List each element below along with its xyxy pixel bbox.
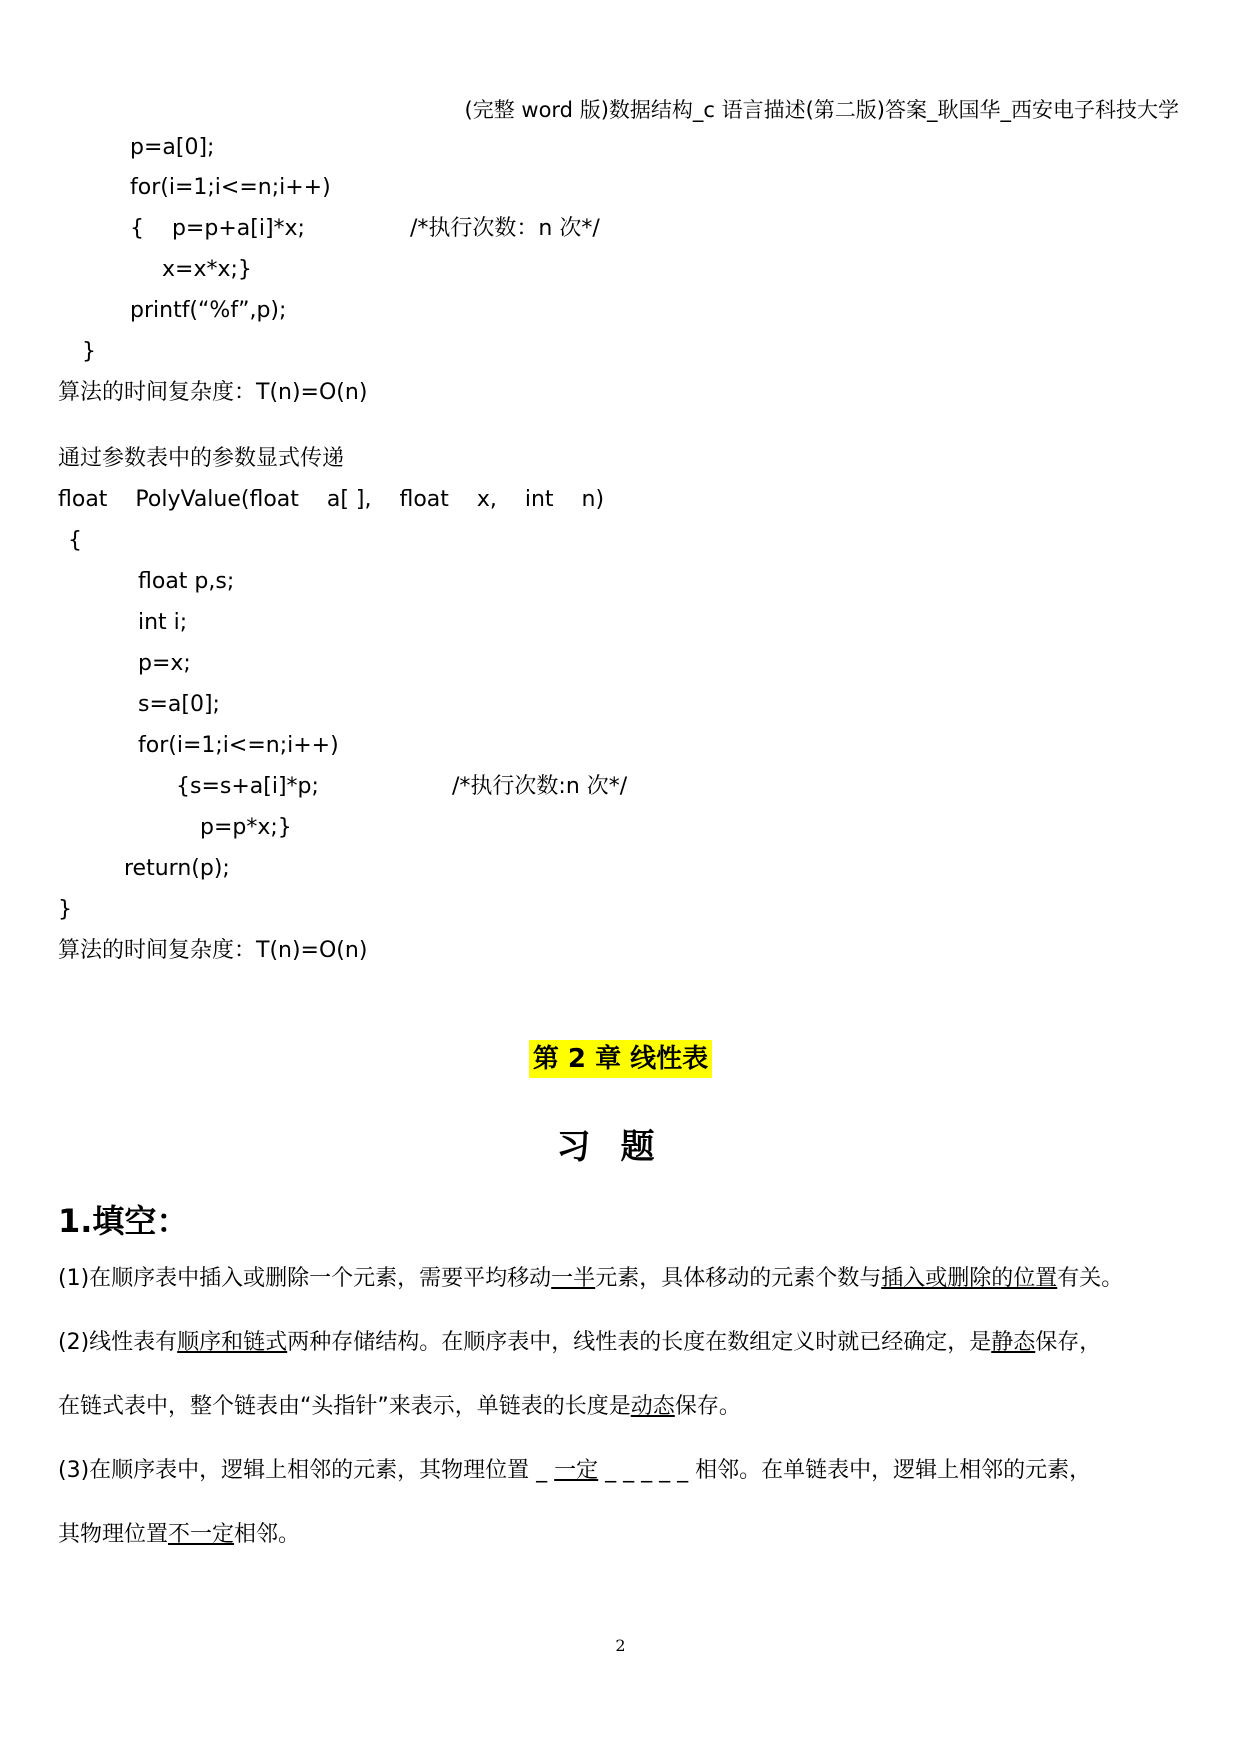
code-line: p=a[0]; [130,135,215,160]
complexity-line: 算法的时间复杂度：T(n)=O(n) [58,938,368,963]
code-line: for(i=1;i<=n;i++) [130,175,331,200]
q3-blank: _ [529,1458,555,1483]
code-line: int i; [138,610,188,635]
code-line: x=x*x;} [162,257,252,282]
code-line: float p,s; [138,569,235,594]
q2-text: 在链式表中，整个链表由“头指针”来表示，单链表的长度是 [58,1394,631,1419]
chapter-title: 第 2 章 线性表 [529,1040,712,1078]
function-signature: float PolyValue(float a[ ], float x, int n) [58,487,605,512]
q2-text: (2)线性表有 [58,1330,178,1355]
q3-text: (3)在顺序表中，逻辑上相邻的元素，其物理位置 [58,1458,530,1483]
code-line: p=p*x;} [200,815,292,840]
code-line: { [68,528,82,553]
q2-text: 两种存储结构。在顺序表中，线性表的长度在数组定义时就已经确定，是 [287,1330,992,1355]
q2-text: 保存， [1035,1330,1102,1355]
code-line: {s=s+a[i]*p; [176,774,319,799]
question-3 [58,1455,1091,1487]
q3-answer-2: 不一定 [168,1522,235,1547]
q2-answer-2: 静态 [991,1330,1036,1355]
q1-text: 有关。 [1057,1266,1124,1291]
q2-answer-3: 动态 [630,1394,675,1419]
q1-text: (1)在顺序表中插入或删除一个元素，需要平均移动 [58,1266,552,1291]
chapter-heading [0,1038,1241,1075]
code-comment: /*执行次数:n 次*/ [452,774,628,799]
q3-answer-1: 一定 [554,1458,599,1483]
q3-blank: _ _ _ _ _ [598,1458,696,1483]
q1-text: 元素，具体移动的元素个数与 [595,1266,882,1291]
q2-answer-1: 顺序和链式 [177,1330,288,1355]
question-2-cont [58,1391,741,1423]
section-title: 1.填空： [58,1202,189,1240]
question-3-cont [58,1519,300,1551]
page-number: 2 [615,1636,626,1655]
q3-text: 相邻。 [234,1522,301,1547]
code-comment: /*执行次数：n 次*/ [410,216,600,241]
question-2 [58,1327,1101,1359]
page-header: (完整 word 版)数据结构_c 语言描述(第二版)答案_耿国华_西安电子科技大学 [464,98,1179,122]
q1-answer-2: 插入或删除的位置 [881,1266,1058,1291]
complexity-line: 算法的时间复杂度：T(n)=O(n) [58,380,368,405]
code-line: for(i=1;i<=n;i++) [138,733,339,758]
code-line: s=a[0]; [138,692,220,717]
exercises-title: 习题 [556,1127,685,1167]
q3-text: 相邻。在单链表中，逻辑上相邻的元素， [695,1458,1092,1483]
code-line: } [82,339,96,364]
q2-text: 保存。 [674,1394,741,1419]
code-line: { p=p+a[i]*x; [130,216,305,241]
code-line: return(p); [124,856,230,881]
method-title: 通过参数表中的参数显式传递 [58,446,345,471]
code-line: printf(“%f”,p); [130,298,287,323]
question-1 [58,1263,1123,1295]
code-line: } [58,897,72,922]
code-line: p=x; [138,651,191,676]
q1-answer-1: 一半 [551,1266,596,1291]
q3-text: 其物理位置 [58,1522,169,1547]
